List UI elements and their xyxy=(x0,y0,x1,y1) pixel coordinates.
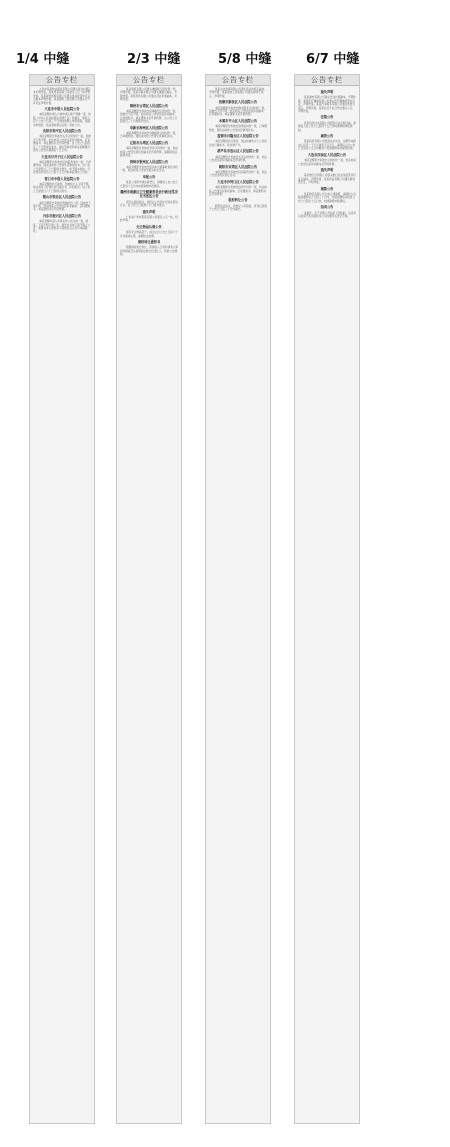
notice-text: 某某公司拟申请注销登记，请债权人自公告之日起四十五日内向清算组申报债权。 xyxy=(120,181,178,188)
notice-text: 本院审理原告诉被告追偿权纠纷一案，已审理终结，现依法向你公告送达民事判决书。 xyxy=(209,125,267,132)
notice-text: 因无法直接送达，现依法公告送达行政处罚决定书，自公告之日起满六十日视为送达。 xyxy=(120,200,178,208)
notice-heading: 鞍山市铁东区人民法院公告 xyxy=(42,195,82,200)
notice-heading: 本溪市平山区人民法院公告 xyxy=(218,118,258,123)
notice-text: 某某商贸有限公司遗失增值税专用发票一份，声明作废。某某运输有限公司遗失道路运输证，声明作废。某某科技有限公司遗失营业执照副本，声明作废。 xyxy=(120,88,178,102)
column-body xyxy=(30,86,94,237)
notice-heading: 抚顺市新抚区人民法院公告 xyxy=(218,100,258,105)
notice-heading: 大连市西岗区人民法院公告 xyxy=(307,152,347,157)
notice-heading: 申报公告 xyxy=(142,174,156,179)
notice-column-0 xyxy=(29,74,95,1124)
notice-text: 本院受理原告诉被告买卖合同纠纷一案，依法公告送达起诉状副本及开庭传票。 xyxy=(209,155,267,163)
column-body xyxy=(295,86,359,221)
notice-heading: 盘锦市兴隆台区人民法院公告 xyxy=(217,134,259,139)
notice-heading: 葫芦岛市连山区人民法院公告 xyxy=(217,149,259,154)
notice-text: 本院审理原告诉被告金融借款合同纠纷一案，已审理终结。现依法向你公告送达民事判决书。 xyxy=(120,132,178,139)
notice-heading: 大连市沙河口区人民法院公告 xyxy=(217,179,259,184)
notice-text: 经股东会决议，拟转让公司股权，有异议者请于公告之日起三十日内提出。 xyxy=(209,204,267,212)
notice-heading: 大连市甘井子区人民法院公告 xyxy=(41,154,83,159)
column-header: 公告专栏 xyxy=(117,75,181,86)
notice-text: 本院受理原告诉被告机动车交通事故责任纠纷一案，依法向其公告送达相关诉讼文书。 xyxy=(120,165,178,173)
column-title-0: 1/4 中缝 xyxy=(16,52,70,67)
notice-heading: 股权转让公告 xyxy=(228,198,248,203)
notice-text: 本院受理原告诉被告买卖合同纠纷一案，因被告下落不明，依法向其公告送达起诉状副本、应诉通知书、举证通知书及开庭传票。自公告之日起经过三十日即视为送达，提出答辩状和举证的期限分别为公告送达期满后十五日内。 xyxy=(33,135,91,153)
notice-text: 受委托，定于近期公开拍卖下列标的，有意竞买者请于拍卖前到本公司办理竞买登记手续。 xyxy=(298,211,356,218)
notice-text: 本院受理原告诉被告信用卡纠纷一案，依法向其公告送达起诉状副本、应诉通知书、举证通知书及开庭传票。 xyxy=(209,186,267,196)
notice-heading: 清算公告 xyxy=(320,186,334,191)
notice-heading: 注销公告 xyxy=(320,115,334,120)
column-title-3: 6/7 中缝 xyxy=(306,52,360,67)
notice-heading: 遗失声明 xyxy=(320,167,334,172)
notice-text: 某某信息技术有限公司经股东决定拟注销，请债权人自公告之日起四十五日内向清算组申报债权。 xyxy=(298,121,356,132)
notice-heading: 营口市中级人民法院公告 xyxy=(44,176,80,181)
notice-text: 本院受理的执行案件，依法向被执行人公告送达执行通知书、报告财产令。 xyxy=(209,140,267,147)
notice-text: 本院审理原告诉被告民间借贷纠纷一案，已审理终结。现依法向你公告送达民事判决书，自公告之日起经过三十日即视为送达。如不服本判决，可在判决书送达之日起十五日内向本院递交上诉状。 xyxy=(33,160,91,175)
column-body xyxy=(117,86,181,260)
notice-heading: 赣州市南康区卫生健康委员会行政处罚决定书送达公告 xyxy=(120,189,178,199)
notice-heading: 无主物品认领公告 xyxy=(136,224,162,229)
notice-column-1 xyxy=(116,74,182,1124)
notice-text: 现有无主物品若干，请失主自公告之日起六个月内前来认领，逾期依法处理。 xyxy=(120,231,178,238)
notice-text: 广东省广州市某某有限公司遗失公章一枚，特此声明。 xyxy=(120,215,178,223)
notice-heading: 沈阳市和平区人民法院公告 xyxy=(42,129,82,134)
notice-text: 本院受理原告诉被告离婚纠纷一案，因被告下落不明，依法向其公告送达起诉状副本、应诉通知书、举证通知书及开庭传票。 xyxy=(33,201,91,212)
notice-text: 某某文化传媒有限公司遗失营业执照正副本，声明作废。某某装饰工程有限公司遗失财务专用章，声明作废。 xyxy=(209,88,267,98)
notice-text: 某某建材有限公司遗失营业执照副本，声明作废。某某医疗器械有限公司遗失医疗器械经营许可证，声明作废。某某汽车服务有限公司遗失发票专用章，声明作废。某某农业专业合作社遗失公章，声明作废。 xyxy=(298,96,356,114)
column-header: 公告专栏 xyxy=(206,75,270,86)
notice-heading: 遗失声明 xyxy=(142,209,156,214)
notice-heading: 锦州市古塔区人民法院公告 xyxy=(129,103,169,108)
notice-text: 某某物流有限公司已成立清算组，请债权人自接到通知书之日起三十日内，未接到通知书的自公告之日起四十五日内，向清算组申报债权。 xyxy=(298,192,356,203)
notice-text: 根据债权转让协议，原债权人已将对债务人享有的债权及从权利依法转让给受让人，特此公告通知。 xyxy=(120,246,178,257)
notice-text: 本院受理原告诉被告合同纠纷一案，依法向其公告送达起诉状副本及开庭传票。 xyxy=(298,159,356,166)
notice-heading: 铁岭市银州区人民法院公告 xyxy=(129,159,169,164)
notice-heading: 减资公告 xyxy=(320,134,334,139)
notice-text: 本院受理原告诉被告房屋租赁合同纠纷一案，因被告下落不明，依法向其公告送达起诉状副本、应诉通知书、举证通知书及开庭传票。自公告之日起经过三十日即视为送达。 xyxy=(120,110,178,124)
column-title-1: 2/3 中缝 xyxy=(127,52,181,67)
notice-heading: 丹东市振兴区人民法院公告 xyxy=(42,213,82,218)
notice-heading: 拍卖公告 xyxy=(320,205,334,210)
notice-heading: 大连市中级人民法院公告 xyxy=(44,107,80,112)
notice-text: 某某投资有限公司经股东会决议，注册资本拟由人民币一千万元减至五百万元，请债权人自公告之日起四十五日内要求公司清偿债务或提供担保。 xyxy=(298,140,356,151)
column-header: 公告专栏 xyxy=(30,75,94,86)
notice-text: 本院受理原告诉被告民间借贷纠纷一案，依法公告送达相关诉讼文书。 xyxy=(209,170,267,178)
column-body xyxy=(206,86,270,215)
column-title-2: 5/8 中缝 xyxy=(218,52,272,67)
notice-text: 本院受理原告诉被告物业服务合同纠纷一案，因被告下落不明，依法向其公告送达起诉状副本、应诉通知书、举证通知书及开庭传票。 xyxy=(209,106,267,117)
notice-heading: 遗失声明 xyxy=(320,90,334,94)
notice-heading: 阜新市海州区人民法院公告 xyxy=(129,125,169,130)
notice-text: 某某旅行社有限公司遗失旅行社业务经营许可证正副本，声明作废。某某食品有限公司遗失税务登记证，声明作废。 xyxy=(298,174,356,185)
notice-column-2 xyxy=(205,74,271,1124)
column-header: 公告专栏 xyxy=(295,75,359,86)
notice-heading: 朝阳市双塔区人民法院公告 xyxy=(218,164,258,169)
notice-column-3 xyxy=(294,74,360,1124)
notice-text: 大连市某某物业服务有限公司遗失营业执照正本声明作废。某某贸易有限公司遗失公章一枚声明作废。某某餐饮管理有限公司遗失食品经营许可证正副本声明作废。某某建筑工程有限公司遗失开户许可证声明作废。 xyxy=(33,88,91,105)
notice-text: 本院受理原告诉被告劳务合同纠纷一案，依法向其公告送达起诉状副本及开庭传票。逾期将依法缺席判决。 xyxy=(120,147,178,158)
notice-text: 本院受理申请人与被申请人破产清算一案，依照《中华人民共和国企业破产法》的规定，债权人应于公告之日起三十日内向管理人申报债权。逾期未申报的，依法承担相应后果。特此公告。 xyxy=(33,113,91,127)
notice-heading: 辽阳市白塔区人民法院公告 xyxy=(129,140,169,145)
notice-heading: 债权转让通知书 xyxy=(137,240,161,244)
notice-text: 本院受理的执行案件，因被执行人下落不明，依法向其公告送达执行裁定书、评估报告。自公告之日起经过六十日即视为送达。 xyxy=(33,182,91,193)
notice-text: 本院受理申请人申请宣告公民失踪一案，经查，下落不明已满二年。现发出寻找下落不明人公告，希望其本人或知其下落的有关人员与本院联系。 xyxy=(33,220,91,234)
